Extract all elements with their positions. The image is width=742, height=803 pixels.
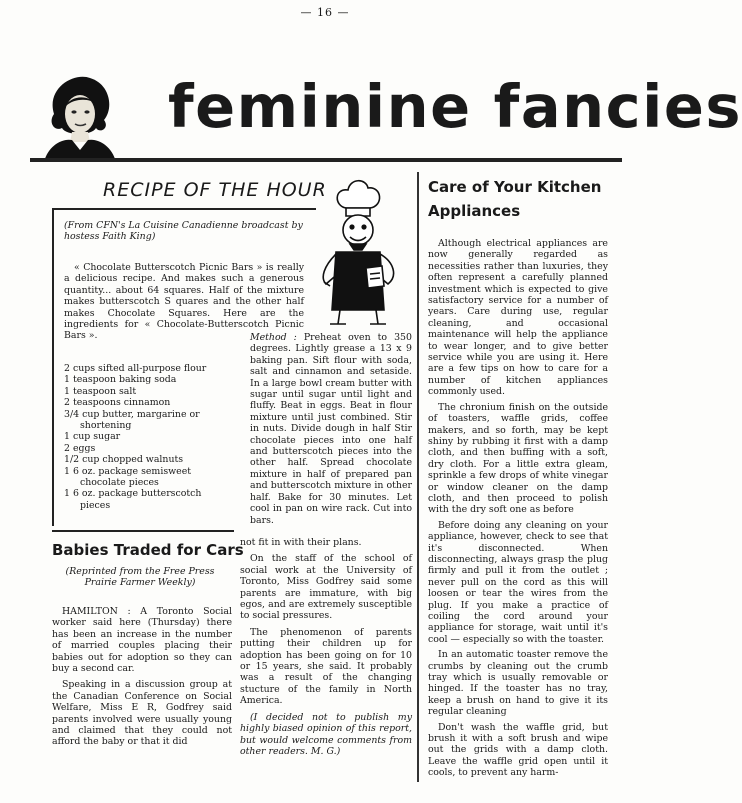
ingredient-item: chocolate pieces bbox=[80, 477, 159, 489]
babies-column-2 bbox=[240, 537, 412, 762]
ingredient-item: 1 teaspoon baking soda bbox=[64, 374, 177, 386]
recipe-method bbox=[250, 332, 412, 526]
masthead-rule bbox=[30, 158, 622, 162]
recipe-heading: RECIPE OF THE HOUR bbox=[103, 179, 327, 201]
ingredient-item: 2 eggs bbox=[64, 442, 96, 454]
article-paragraph: The chronium finish on the outside of toasters, waffle grids, coffee makers, and so forth, may be kept shiny by rubbing it first with a damp cloth, and then buffing with a soft, dry cloth. For a little extra gleam, sprinkle a few drops of white vinegar or window cleaner on the damp cloth, and then proceed to polish with the dry soft one as before bbox=[428, 401, 608, 516]
ingredient-list bbox=[64, 363, 239, 511]
ingredient-item: 3/4 cup butter, margarine or bbox=[64, 408, 200, 420]
columnist-portrait bbox=[40, 70, 120, 162]
ingredient-item: 1 cup sugar bbox=[64, 431, 121, 443]
recipe-box-top-border bbox=[52, 208, 316, 210]
recipe-box-left-border bbox=[52, 208, 54, 526]
article-paragraph: Before doing any cleaning on your appliance, however, check to see that it's disconnected. When disconnecting, always grasp the plug firmly and pull it from the outlet ; never pull on the cord as this will loosen or tear the wires from the plug. If you make a practice of coiling the cord around your appliance for storage, wait until it's cool — especially so with the toaster. bbox=[428, 519, 608, 645]
method-text: Preheat oven to 350 degrees. Lightly grease a 13 x 9 baking pan. Sift flour with soda, salt and cinnamon and setaside. In a large bowl cream butter with sugar until sugar until light and fluffy. Beat in eggs. Beat in flour mixture until just combined. Stir in nuts. Divide dough in half Stir chocolate pieces into one half and butterscotch pieces into the other half. Spread chocolate mixture in half of prepared pan and butterscotch mixture in other half. Bake for 30 minutes. Let cool in pan on wire rack. Cut into bars. bbox=[250, 332, 412, 526]
editor-note: (I decided not to publish my highly biased opinion of this report, but would welcome comments from other readers. M. G.) bbox=[240, 711, 412, 757]
ingredient-item: pieces bbox=[80, 499, 111, 511]
recipe-intro: « Chocolate Butterscotch Picnic Bars » is really a delicious recipe. And makes such a generous quantity... about 64 squares. Half of the mixture makes butterscotch S quares and the other half makes Chocolate Squares. Here are the ingredients for « Chocolate-Butterscotch Picnic Bars ». bbox=[64, 262, 304, 342]
article-paragraph: not fit in with their plans. bbox=[240, 537, 362, 548]
babies-column-1 bbox=[52, 606, 232, 753]
ingredient-item: 1 teaspoon salt bbox=[64, 385, 137, 397]
ingredient-item: 1 6 oz. package semisweet bbox=[64, 465, 192, 477]
method-label: Method : bbox=[250, 332, 297, 343]
ingredient-item: 1 6 oz. package butterscotch bbox=[64, 488, 202, 500]
column-divider bbox=[417, 172, 419, 782]
care-headline: Care of Your Kitchen Appliances bbox=[428, 178, 602, 220]
page-number: — 16 — bbox=[300, 6, 350, 19]
article-paragraph: Speaking in a discussion group at the Canadian Conference on Social Welfare, Miss E R, Godfrey said parents involved were usually young and claimed that they could not afford the baby or that it did bbox=[52, 679, 232, 748]
article-paragraph: On the staff of the school of social work at the University of Toronto, Miss Godfrey said some parents are immature, with big egos, and are extremely susceptible to social pressures. bbox=[240, 553, 412, 622]
chef-illustration bbox=[300, 174, 412, 326]
care-article bbox=[428, 238, 608, 783]
babies-source: (Reprinted from the Free Press Prairie Farmer Weekly) bbox=[65, 566, 215, 589]
ingredient-item: 2 cups sifted all-purpose flour bbox=[64, 363, 207, 374]
article-paragraph: Although electrical appliances are now generally regarded as necessities rather than luxuries, they often represent a carefully planned investment which is expected to give satisfactory service for a number of years. Care during use, regular cleaning, and occasional maintenance will help the appliance to wear longer, and to give better service while you are using it. Here are a few tips on how to care for a number of kitchen appliances commonly used. bbox=[428, 238, 608, 398]
ingredient-item: 1/2 cup chopped walnuts bbox=[64, 454, 184, 466]
babies-headline: Babies Traded for Cars bbox=[52, 541, 244, 559]
ingredient-item: 2 teaspoons cinnamon bbox=[64, 397, 171, 409]
article-paragraph: HAMILTON : A Toronto Social worker said here (Thursday) there has been an increase in the number of married couples placing their babies out for adoption so they can buy a second car. bbox=[52, 606, 232, 675]
recipe-source: (From CFN's La Cuisine Canadienne broadcast by hostess Faith King) bbox=[64, 220, 303, 243]
section-rule bbox=[52, 530, 234, 532]
article-paragraph: The phenomenon of parents putting their children up for adoption has been going on for 10 or 15 years, she said. It probably was a result of the changing stucture of the family in North America. bbox=[240, 626, 412, 707]
masthead-title: feminine fancies bbox=[168, 72, 742, 141]
ingredient-item: shortening bbox=[80, 420, 132, 432]
article-paragraph: Don't wash the waffle grid, but brush it with a soft brush and wipe out the grids with a damp cloth. Leave the waffle grid open until it cools, to prevent any harm- bbox=[428, 721, 608, 779]
article-paragraph: In an automatic toaster remove the crumbs by cleaning out the crumb tray which is usually removable or hinged. If the toaster has no tray, keep a brush on hand to give it its regular cleaning bbox=[428, 649, 608, 718]
